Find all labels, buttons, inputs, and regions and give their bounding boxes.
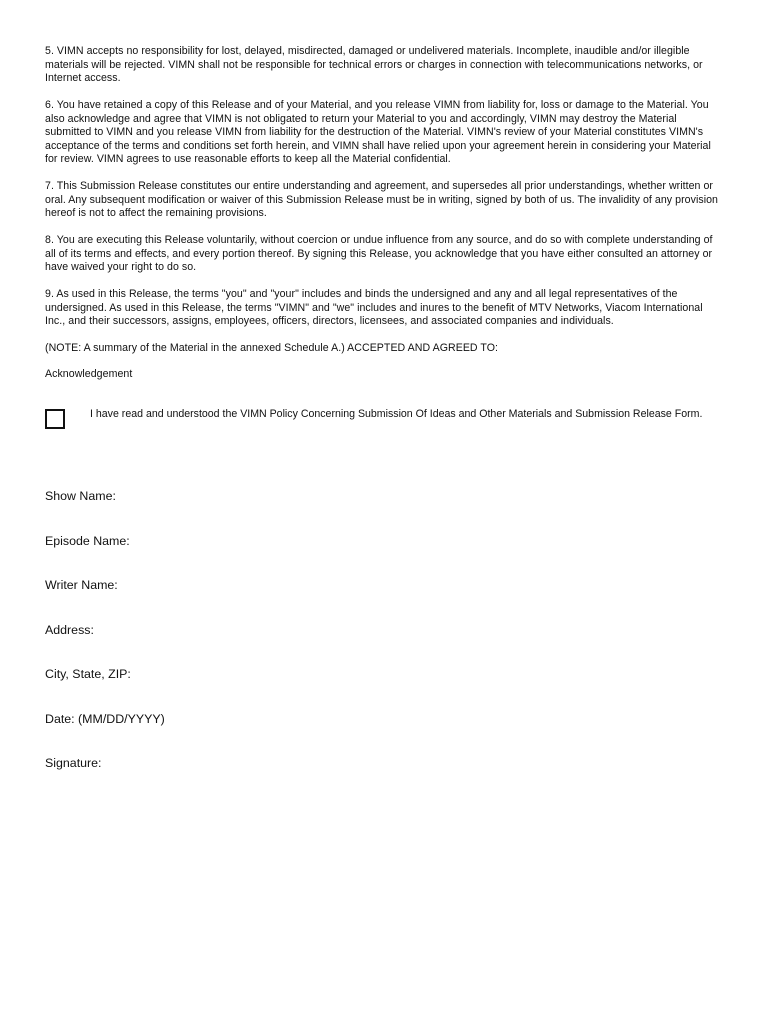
acknowledgement-heading: Acknowledgement (45, 368, 133, 380)
date-field[interactable]: Date: (MM/DD/YYYY) (45, 712, 165, 726)
paragraph-5: 5. VIMN accepts no responsibility for lost, delayed, misdirected, damaged or undelivered materials. Incomplete, inaudible and/or illegible materials will be rejected. VIMN shall not be responsible for technical errors or charges in connection with telecommunications networks, or Internet access. (45, 45, 703, 85)
paragraph-8: 8. You are executing this Release voluntarily, without coercion or undue influence from any source, and do so with complete understanding of all of its terms and effects, and every portion thereof. By signing this Release, you acknowledge that you have either consulted an attorney or have waived your right to do so. (45, 234, 713, 274)
signature-field[interactable]: Signature: (45, 756, 102, 770)
paragraph-7: 7. This Submission Release constitutes our entire understanding and agreement, and supersedes all prior understandings, whether written or oral. Any subsequent modification or waiver of this Submission Release must be in writing, signed by both of us. The invalidity of any provision hereof is not to affect the remaining provisions. (45, 180, 718, 220)
acknowledgement-text: I have read and understood the VIMN Policy Concerning Submission Of Ideas and Other Materials and Submission Release Form. (90, 408, 703, 420)
note-text: (NOTE: A summary of the Material in the annexed Schedule A.) ACCEPTED AND AGREED TO: (45, 342, 499, 354)
city-state-zip-field[interactable]: City, State, ZIP: (45, 667, 131, 681)
address-field[interactable]: Address: (45, 623, 94, 637)
acknowledgement-checkbox[interactable] (45, 409, 65, 429)
show-name-field[interactable]: Show Name: (45, 489, 116, 503)
writer-name-field[interactable]: Writer Name: (45, 578, 118, 592)
episode-name-field[interactable]: Episode Name: (45, 534, 130, 548)
paragraph-9: 9. As used in this Release, the terms "you" and "your" includes and binds the undersigned and any and all legal representatives of the undersigned. As used in this Release, the terms "VIMN" and "we" includes and inures to the benefit of MTV Networks, Viacom International Inc., and their successors, assigns, employees, officers, directors, licensees, and associated companies and individuals. (45, 288, 703, 328)
paragraph-6: 6. You have retained a copy of this Release and of your Material, and you release VIMN from liability for, loss or damage to the Material. You also acknowledge and agree that VIMN is not obligated to return your Material to you and accordingly, VIMN may destroy the Material submitted to VIMN and you release VIMN from liability for the destruction of the Material. VIMN's review of your Material constitutes VIMN's acceptance of the terms and conditions set forth herein, and VIMN shall have relied upon your agreement herein in considering your Material for review. VIMN agrees to use reasonable efforts to keep all the Material confidential. (45, 99, 711, 166)
